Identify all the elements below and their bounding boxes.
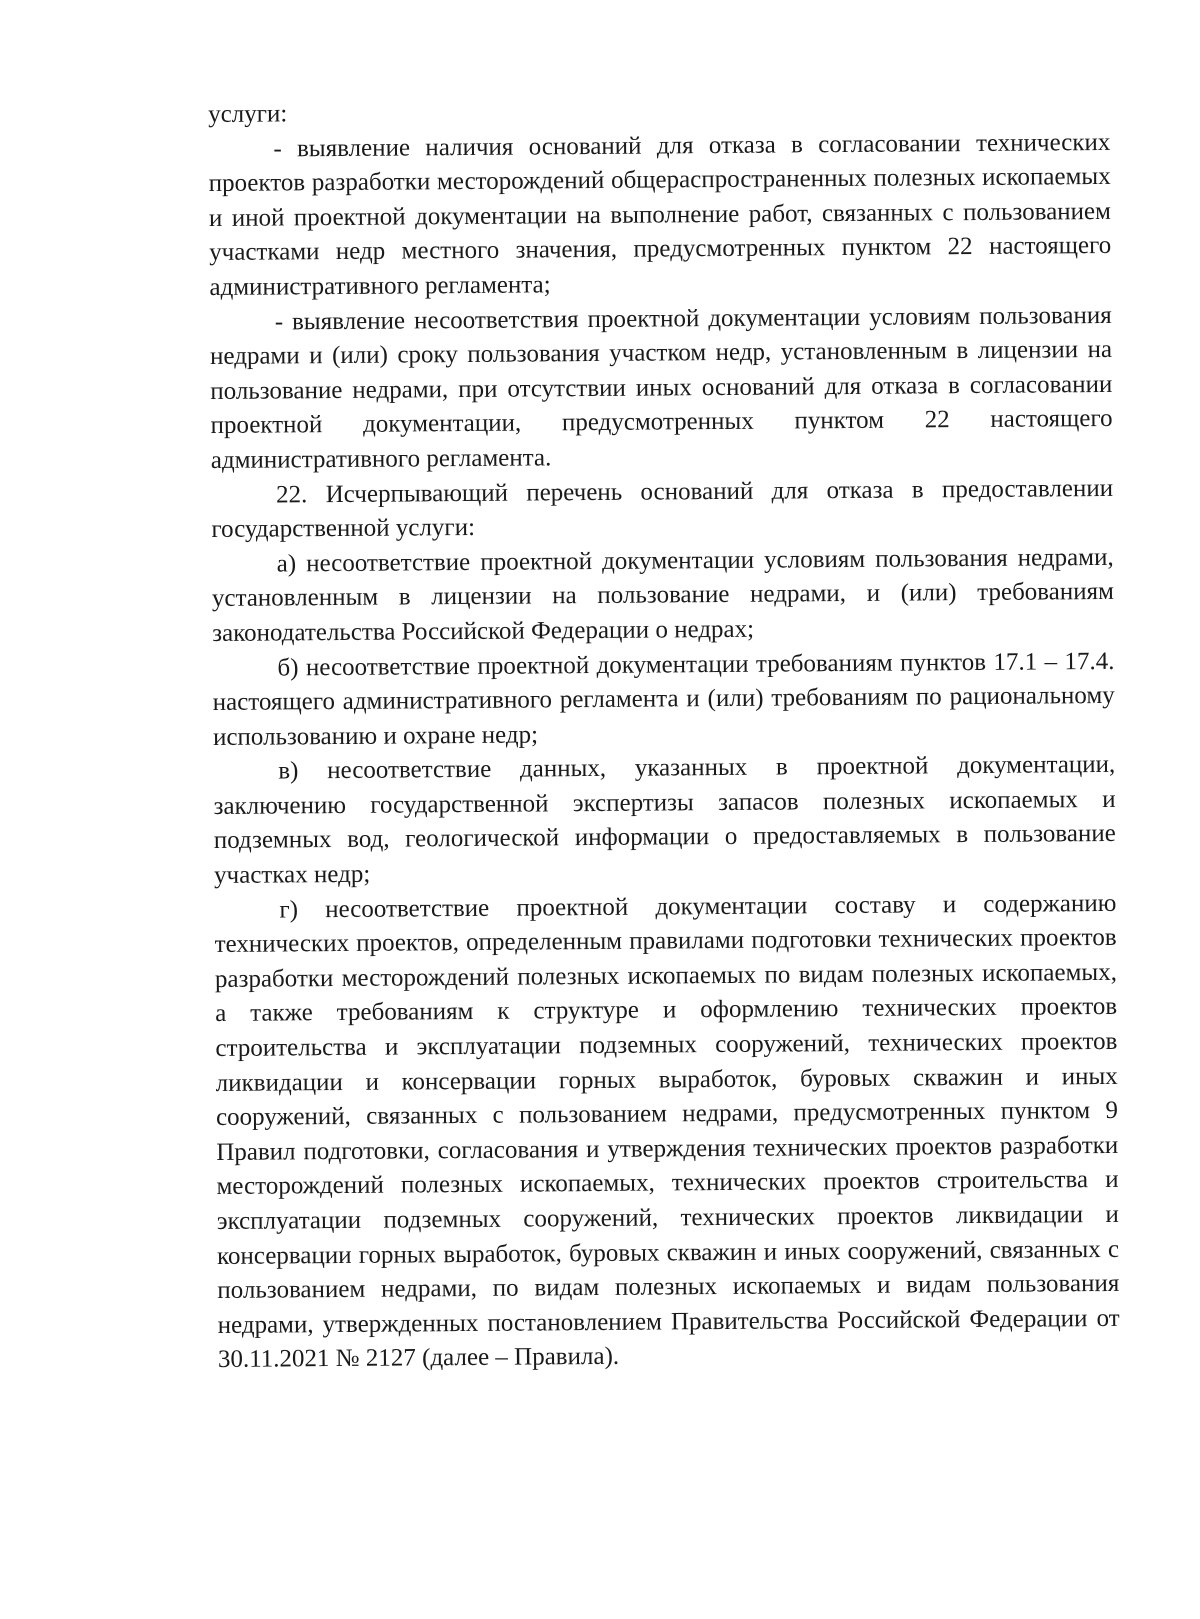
document-body <box>208 91 1120 1378</box>
paragraph-item-g: г) несоответствие проектной документации составу и содержанию технических проектов, определенным правилами подготовки технических проектов разработки месторождений полезных ископаемых по видам полезных ископаемых, а также требованиям к структуре и оформлению технических проектов строительства и эксплуатации подземных сооружений, технических проектов ликвидации и консервации горных выработок, буровых скважин и иных сооружений, связанных с пользованием недрами, предусмотренных пунктом 9 Правил подготовки, согласования и утверждения технических проектов разработки месторождений полезных ископаемых, технических проектов строительства и эксплуатации подземных сооружений, технических проектов ликвидации и консервации горных выработок, буровых скважин и иных сооружений, связанных с пользованием недрами, по видам полезных ископаемых и видам пользования недрами, утвержденных постановлением Правительства Российской Федерации от 30.11.2021 № 2127 (далее – Правила). <box>214 889 1120 1374</box>
paragraph-item-22-heading: 22. Исчерпывающий перечень оснований для отказа в предоставлении государственной услуги: <box>211 474 1114 544</box>
paragraph-item-a: а) несоответствие проектной документации условиям пользования недрами, установленным в лицензии на пользование недрами, и (или) требованиям законодательства Российской Федерации о недрах; <box>211 543 1115 647</box>
paragraph-item-b: б) несоответствие проектной документации требованиям пунктов 17.1 – 17.4. настоящего административного регламента и (или) требованиям по рациональному использованию и охране недр; <box>212 647 1115 751</box>
paragraph-item-v: в) несоответствие данных, указанных в проектной документации, заключению государственной экспертизы запасов полезных ископаемых и подземных вод, геологической информации о предоставляемых в пользование участках недр; <box>213 751 1116 890</box>
paragraph-grounds-technical-projects: - выявление наличия оснований для отказа в согласовании технических проектов разработки месторождений общераспространенных полезных ископаемых и иной проектной документации на выполнение работ, связанных с пользованием участками недр местного значения, предусмотренных пунктом 22 настоящего административного регламента; <box>208 128 1112 301</box>
paragraph-services-continuation: услуги: <box>208 100 288 128</box>
paragraph-grounds-license-mismatch: - выявление несоответствия проектной документации условиям пользования недрами и (или) сроку пользования участком недр, установленным в лицензии на пользование недрами, при отсутствии иных оснований для отказа в согласовании проектной документации, предусмотренных пунктом 22 настоящего административного регламента. <box>209 301 1113 474</box>
